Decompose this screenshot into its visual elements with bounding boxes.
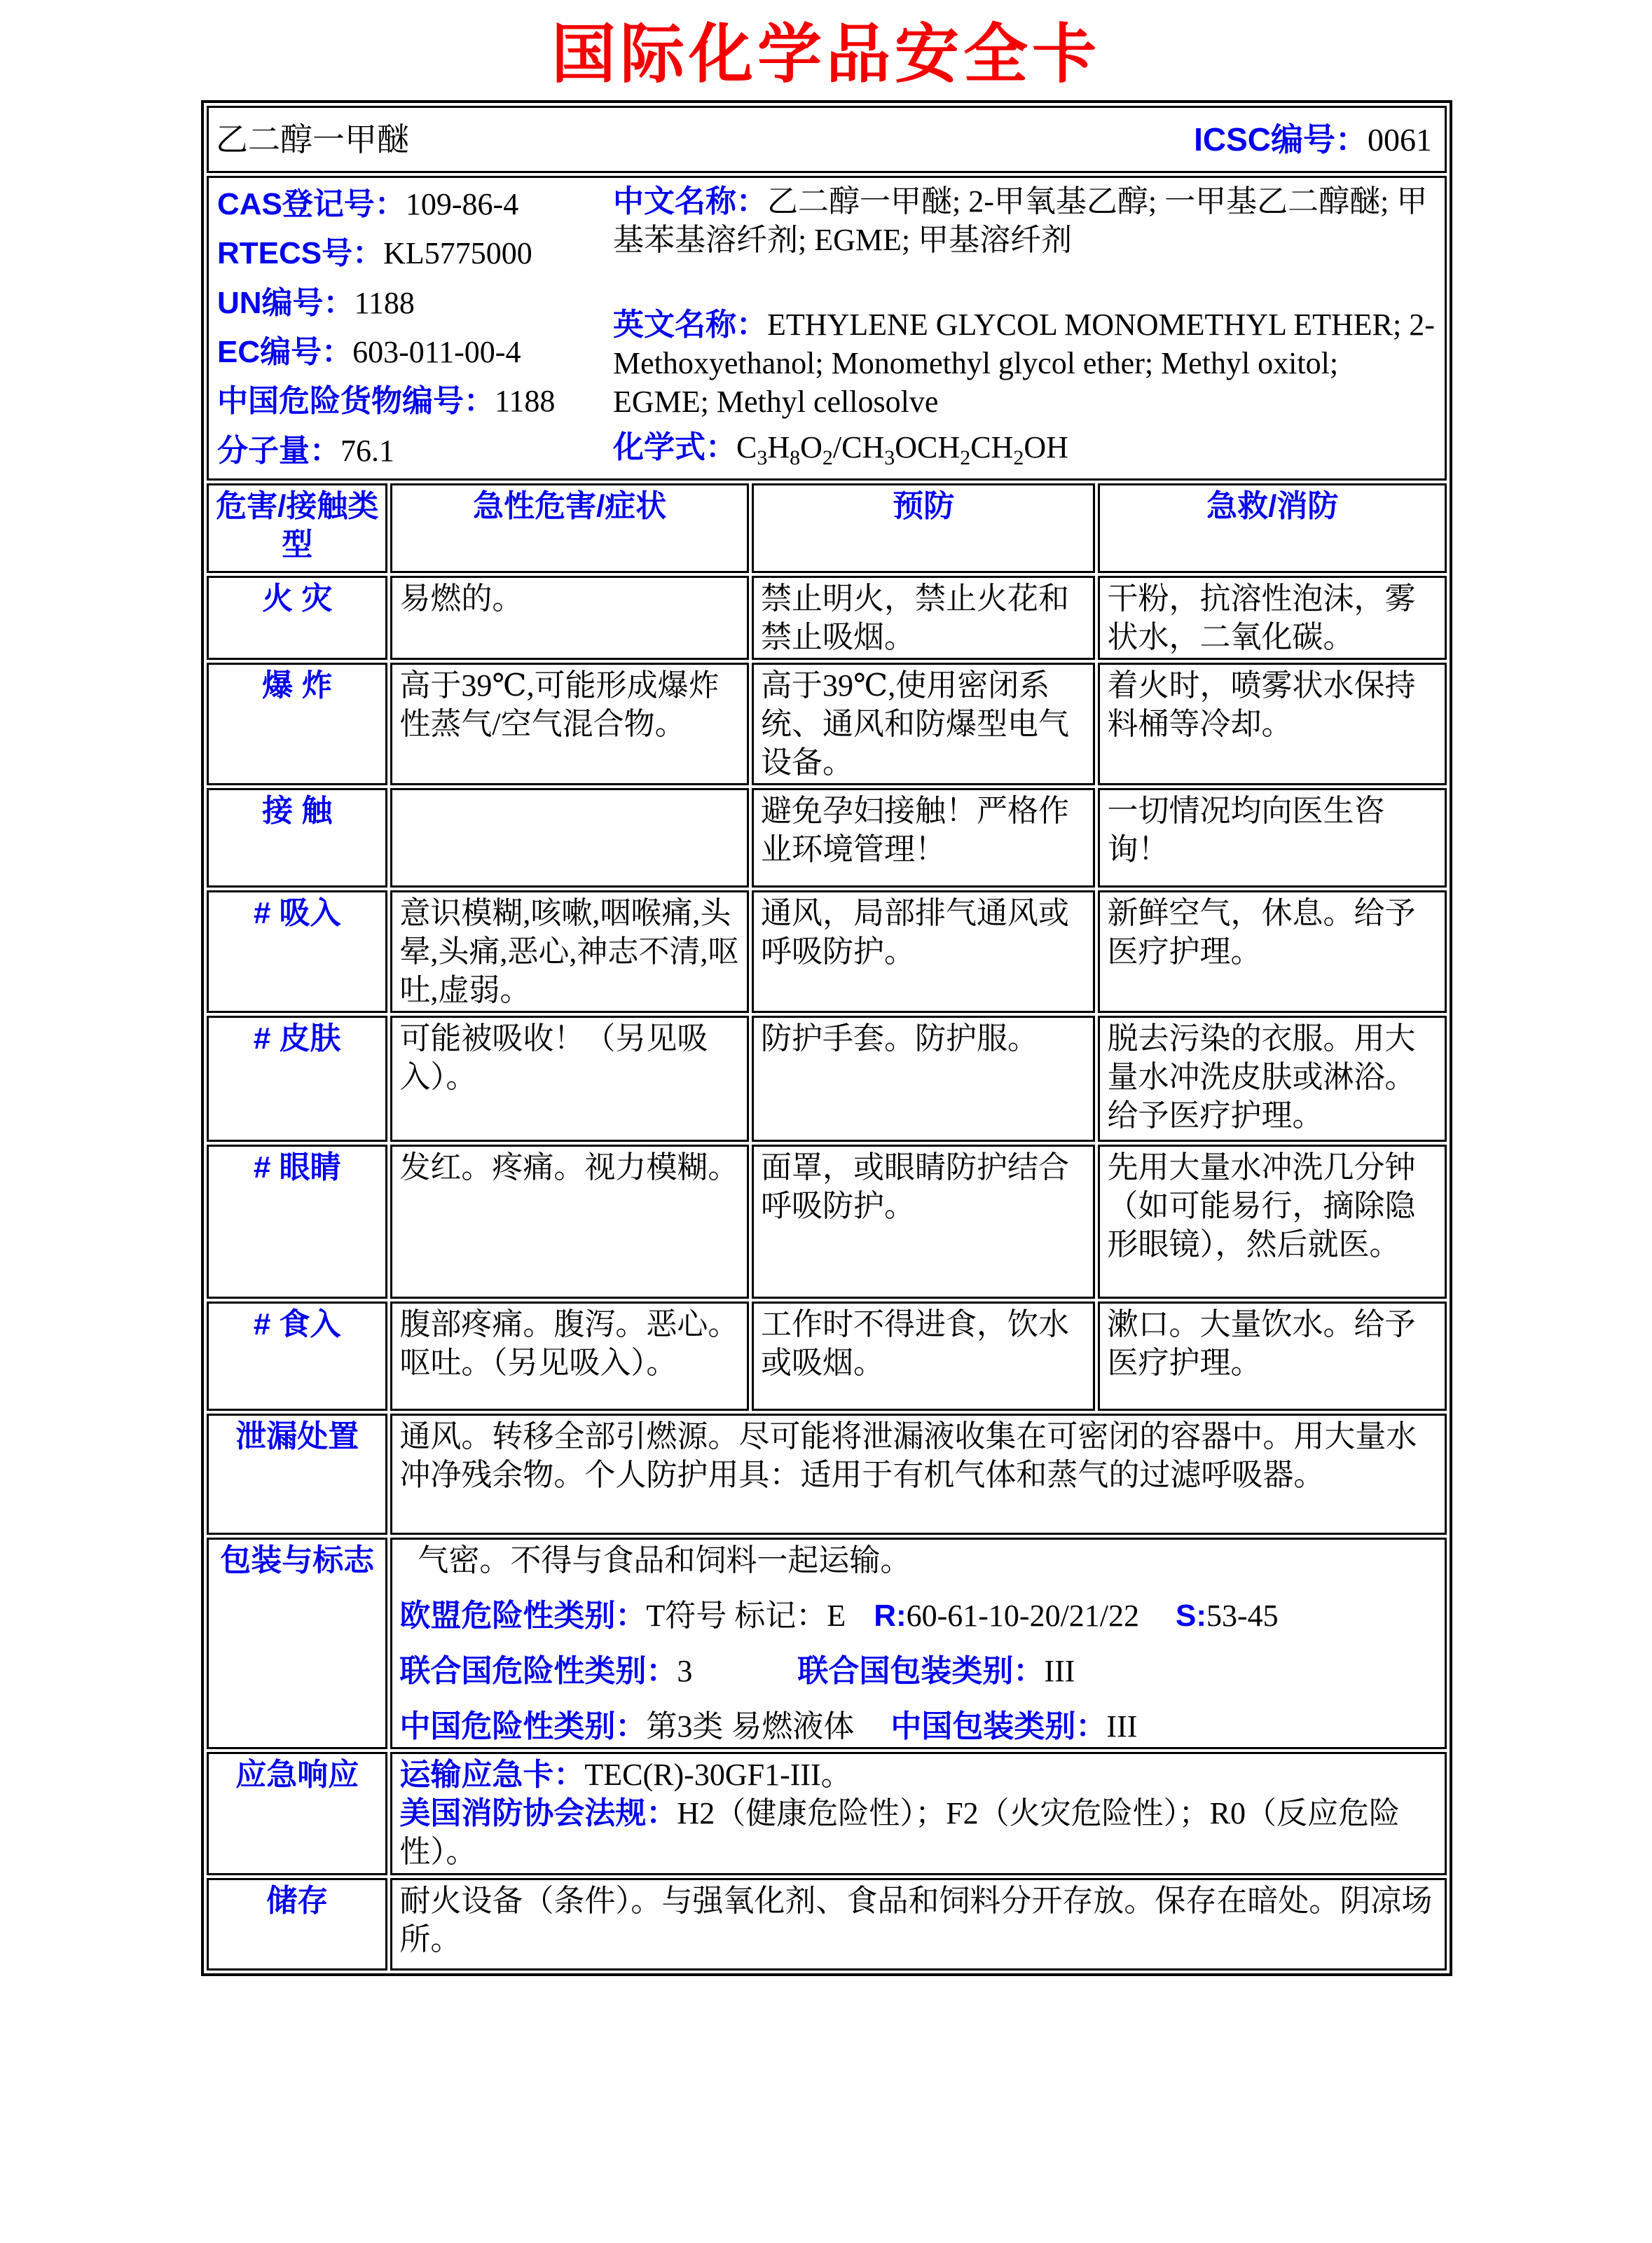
emergency-response-content: [390, 1752, 1447, 1875]
s-phrases-value: 53-45: [1206, 1598, 1279, 1633]
china-classification: 中国危险性类别：第3类 易燃液体 中国包装类别：III: [399, 1709, 1138, 1744]
icsc-card-table: [201, 100, 1452, 1976]
storage-row: [207, 1878, 1447, 1971]
hazard-table-header-row: [207, 483, 1447, 573]
first-aid-cell: 新鲜空气，休息。给予医疗护理。: [1098, 890, 1447, 1013]
column-header-hazard-type: 危害/接触类型: [207, 483, 387, 573]
symptoms-cell: 发红。疼痛。视力模糊。: [390, 1145, 749, 1299]
page-title: 国际化学品安全卡: [551, 16, 1101, 92]
prevention-cell: 通风，局部排气通风或呼吸防护。: [752, 890, 1095, 1013]
hazard-row-explosion: [207, 663, 1447, 785]
first-aid-cell: 漱口。大量饮水。给予医疗护理。: [1098, 1302, 1447, 1411]
prevention-cell: 高于39℃,使用密闭系统、通风和防爆型电气设备。: [752, 663, 1095, 785]
first-aid-cell: 着火时，喷雾状水保持料桶等冷却。: [1098, 663, 1447, 785]
icsc-number: [1194, 120, 1438, 159]
hazard-type-label: # 吸入: [207, 890, 387, 1013]
prevention-cell: 工作时不得进食，饮水或吸烟。: [752, 1302, 1095, 1411]
symptoms-cell: [390, 788, 749, 888]
un-classification: 联合国危险性类别：3 联合国包装类别：III: [399, 1653, 1075, 1688]
chinese-name: 中文名称：乙二醇一甲醚; 2-甲氧基乙醇; 一甲基乙二醇醚; 甲基苯基溶纤剂; EGME; 甲基溶纤剂: [613, 184, 1428, 257]
nfpa-code: 美国消防协会法规：H2（健康危险性）；F2（火灾危险性）；R0（反应危险性）。: [399, 1795, 1400, 1869]
first-aid-cell: 一切情况均向医生咨询！: [1098, 788, 1447, 888]
column-header-symptoms: 急性危害/症状: [390, 483, 749, 573]
hazard-type-label: # 食入: [207, 1302, 387, 1411]
identifiers-row: [207, 176, 1447, 481]
icsc-number-value: 0061: [1368, 121, 1432, 158]
storage-content: 耐火设备（条件）。与强氧化剂、食品和饲料分开存放。保存在暗处。阴凉场所。: [390, 1878, 1447, 1971]
hazard-row-eyes: [207, 1145, 1447, 1299]
cas-number: CAS登记号：109-86-4: [217, 187, 519, 221]
hazard-type-label: # 皮肤: [207, 1016, 387, 1142]
ec-number: EC编号：603-011-00-4: [217, 335, 521, 370]
hazard-type-label: # 眼睛: [207, 1145, 387, 1299]
transport-emergency-card: 运输应急卡：TEC(R)-30GF1-III。: [399, 1757, 852, 1792]
prevention-cell: 防护手套。防护服。: [752, 1016, 1095, 1142]
packaging-row: [207, 1538, 1447, 1749]
product-header-row: [207, 106, 1447, 173]
hazard-row-exposure: [207, 788, 1447, 888]
identifiers-cell: [207, 176, 1447, 481]
spillage-content: 通风。转移全部引燃源。尽可能将泄漏液收集在可密闭的容器中。用大量水冲净残余物。个人防护用具：适用于有机气体和蒸气的过滤呼吸器。: [390, 1414, 1447, 1535]
hazard-type-label: 火 灾: [207, 576, 387, 660]
r-phrases-label: R:: [874, 1598, 907, 1633]
packaging-label: 包装与标志: [207, 1538, 387, 1749]
s-phrases-label: S:: [1176, 1598, 1207, 1633]
symptoms-cell: 可能被吸收！（另见吸入）。: [390, 1016, 749, 1142]
packaging-content: [390, 1538, 1447, 1749]
icsc-number-label: ICSC编号：: [1194, 120, 1368, 158]
hazard-row-skin: [207, 1016, 1447, 1142]
product-header-cell: [207, 106, 1447, 173]
product-name: 乙二醇一甲醚: [216, 121, 409, 158]
eu-classification: 欧盟危险性类别：T符号 标记：E R:60-61-10-20/21/22 S:53-45: [399, 1598, 1279, 1633]
transport-note: 气密。不得与食品和饲料一起运输。: [418, 1543, 911, 1578]
symptoms-cell: 意识模糊,咳嗽,咽喉痛,头晕,头痛,恶心,神志不清,呕吐,虚弱。: [390, 890, 749, 1013]
chemical-names: [605, 179, 1438, 477]
column-header-prevention: 预防: [752, 483, 1095, 573]
china-dangerous-goods-number: 中国危险货物编号：1188: [217, 384, 556, 419]
hazard-type-label: 爆 炸: [207, 663, 387, 785]
hazard-row-fire: [207, 576, 1447, 660]
storage-label: 储存: [207, 1878, 387, 1971]
chemical-formula-value: $C_3H_8O_2/CH_3OCH_2CH_2OH$: [736, 430, 1068, 469]
prevention-cell: 避免孕妇接触！严格作业环境管理！: [752, 788, 1095, 888]
rtecs-number: RTECS号：KL5775000: [217, 236, 532, 271]
chemical-formula: 化学式：$C_3H_8O_2/CH_3OCH_2CH_2OH$: [613, 430, 1068, 469]
spillage-label: 泄漏处置: [207, 1414, 387, 1535]
first-aid-cell: 先用大量水冲洗几分钟（如可能易行，摘除隐形眼镜），然后就医。: [1098, 1145, 1447, 1299]
emergency-response-row: [207, 1752, 1447, 1875]
first-aid-cell: 干粉，抗溶性泡沫，雾状水，二氧化碳。: [1098, 576, 1447, 660]
molecular-weight: 分子量：76.1: [217, 433, 394, 468]
registry-numbers: [216, 179, 605, 477]
hazard-type-label: 接 触: [207, 788, 387, 888]
symptoms-cell: 腹部疼痛。腹泻。恶心。呕吐。（另见吸入）。: [390, 1302, 749, 1411]
symptoms-cell: 高于39℃,可能形成爆炸性蒸气/空气混合物。: [390, 663, 749, 785]
un-number: UN编号：1188: [217, 285, 415, 320]
prevention-cell: 面罩，或眼睛防护结合呼吸防护。: [752, 1145, 1095, 1299]
english-name: 英文名称：ETHYLENE GLYCOL MONOMETHYL ETHER; 2-Methoxyethanol; Monomethyl glycol ether; Methyl oxitol; EGME; Methyl cellosolve: [613, 308, 1435, 419]
prevention-cell: 禁止明火，禁止火花和禁止吸烟。: [752, 576, 1095, 660]
symptoms-cell: 易燃的。: [390, 576, 749, 660]
hazard-row-ingestion: [207, 1302, 1447, 1411]
emergency-response-label: 应急响应: [207, 1752, 387, 1875]
spillage-row: [207, 1414, 1447, 1535]
first-aid-cell: 脱去污染的衣服。用大量水冲洗皮肤或淋浴。给予医疗护理。: [1098, 1016, 1447, 1142]
r-phrases-value: 60-61-10-20/21/22: [906, 1598, 1140, 1633]
hazard-row-inhalation: [207, 890, 1447, 1013]
column-header-first-aid: 急救/消防: [1098, 483, 1447, 573]
